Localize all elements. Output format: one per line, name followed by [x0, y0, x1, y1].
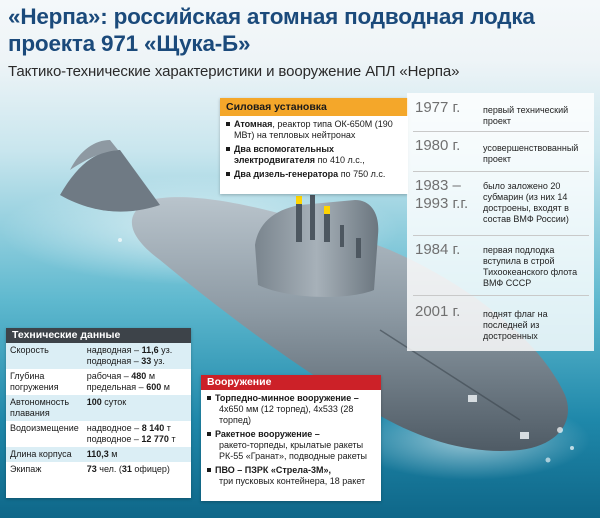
armament-item: Ракетное вооружение – ракето-торпеды, крылатые ракеты РК-55 «Гранат», подводные ракеты — [207, 429, 376, 462]
mast-2 — [310, 195, 315, 240]
timeline-year: 2001 г. — [415, 303, 461, 320]
timeline-divider — [413, 171, 589, 172]
bubble — [557, 427, 563, 433]
specs-row: Экипаж 73 чел. (31 офицер) — [10, 464, 170, 474]
power-item: Два дизель-генератора по 750 л.с. — [226, 169, 402, 180]
hatch — [468, 395, 477, 402]
timeline-year: 1977 г. — [415, 99, 461, 116]
specs-row: Длина корпуса 110,3 м — [6, 447, 191, 462]
mast-4 — [340, 225, 344, 247]
mast-3 — [324, 212, 330, 242]
mast-3-tip — [324, 206, 330, 214]
specs-row: Глубина погружения рабочая – 480 м предельная – 600 м — [10, 371, 170, 392]
timeline-year: 1980 г. — [415, 137, 461, 154]
timeline-divider — [413, 131, 589, 132]
timeline-text: усовершенствованный проект — [483, 143, 579, 164]
timeline-text: было заложено 20 субмарин (из них 14 достроены, входят в состав ВМФ России) — [483, 181, 569, 224]
history-timeline — [407, 93, 594, 351]
timeline-text: первый технический проект — [483, 105, 569, 126]
bubble — [546, 458, 551, 463]
specs-header: Технические данные — [6, 328, 191, 343]
mast-1-tip — [296, 196, 302, 204]
hatch-2 — [520, 432, 529, 439]
power-item: Два вспомогательных электродвигателя по 410 л.с., — [226, 144, 402, 166]
technical-specs-panel — [6, 328, 191, 498]
specs-table — [6, 343, 191, 477]
power-item: Атомная, реактор типа ОК-650М (190 МВт) на тепловых нейтронах — [226, 119, 402, 141]
mast-5 — [356, 238, 361, 258]
specs-row: Водоизмещение надводное – 8 140 т подводное – 12 770 т — [10, 423, 176, 444]
timeline-divider — [413, 235, 589, 236]
bubble — [570, 446, 574, 450]
specs-row: Автономность плавания 100 суток — [6, 395, 191, 421]
power-plant-panel — [220, 98, 408, 194]
timeline-text: первая подлодка вступила в строй Тихоокеанского флота ВМФ СССР — [483, 245, 578, 288]
title-line-1: «Нерпа»: российская атомная подводная лодка — [8, 4, 535, 29]
mast-1 — [296, 202, 302, 242]
page-title — [8, 3, 535, 57]
timeline-year: 1983 – 1993 г.г. — [415, 177, 469, 212]
timeline-divider — [413, 295, 589, 296]
armament-item: ПВО – ПЗРК «Стрела-3М», три пусковых контейнера, 18 ракет — [207, 465, 376, 487]
specs-row: Скорость надводная – 11,6 уз. подводная – 33 уз. — [6, 343, 191, 369]
bubble — [118, 238, 122, 242]
power-plant-header: Силовая установка — [220, 98, 408, 116]
page-subtitle: Тактико-технические характеристики и вооружение АПЛ «Нерпа» — [8, 63, 460, 80]
armament-header: Вооружение — [201, 375, 381, 390]
timeline-year: 1984 г. — [415, 241, 461, 258]
armament-panel — [201, 375, 381, 501]
title-line-2: проекта 971 «Щука-Б» — [8, 31, 251, 56]
timeline-text: поднят флаг на последней из достроенных — [483, 309, 548, 341]
armament-item: Торпедно-минное вооружение – 4х650 мм (12 торпед), 4х533 (28 торпед) — [207, 393, 376, 426]
